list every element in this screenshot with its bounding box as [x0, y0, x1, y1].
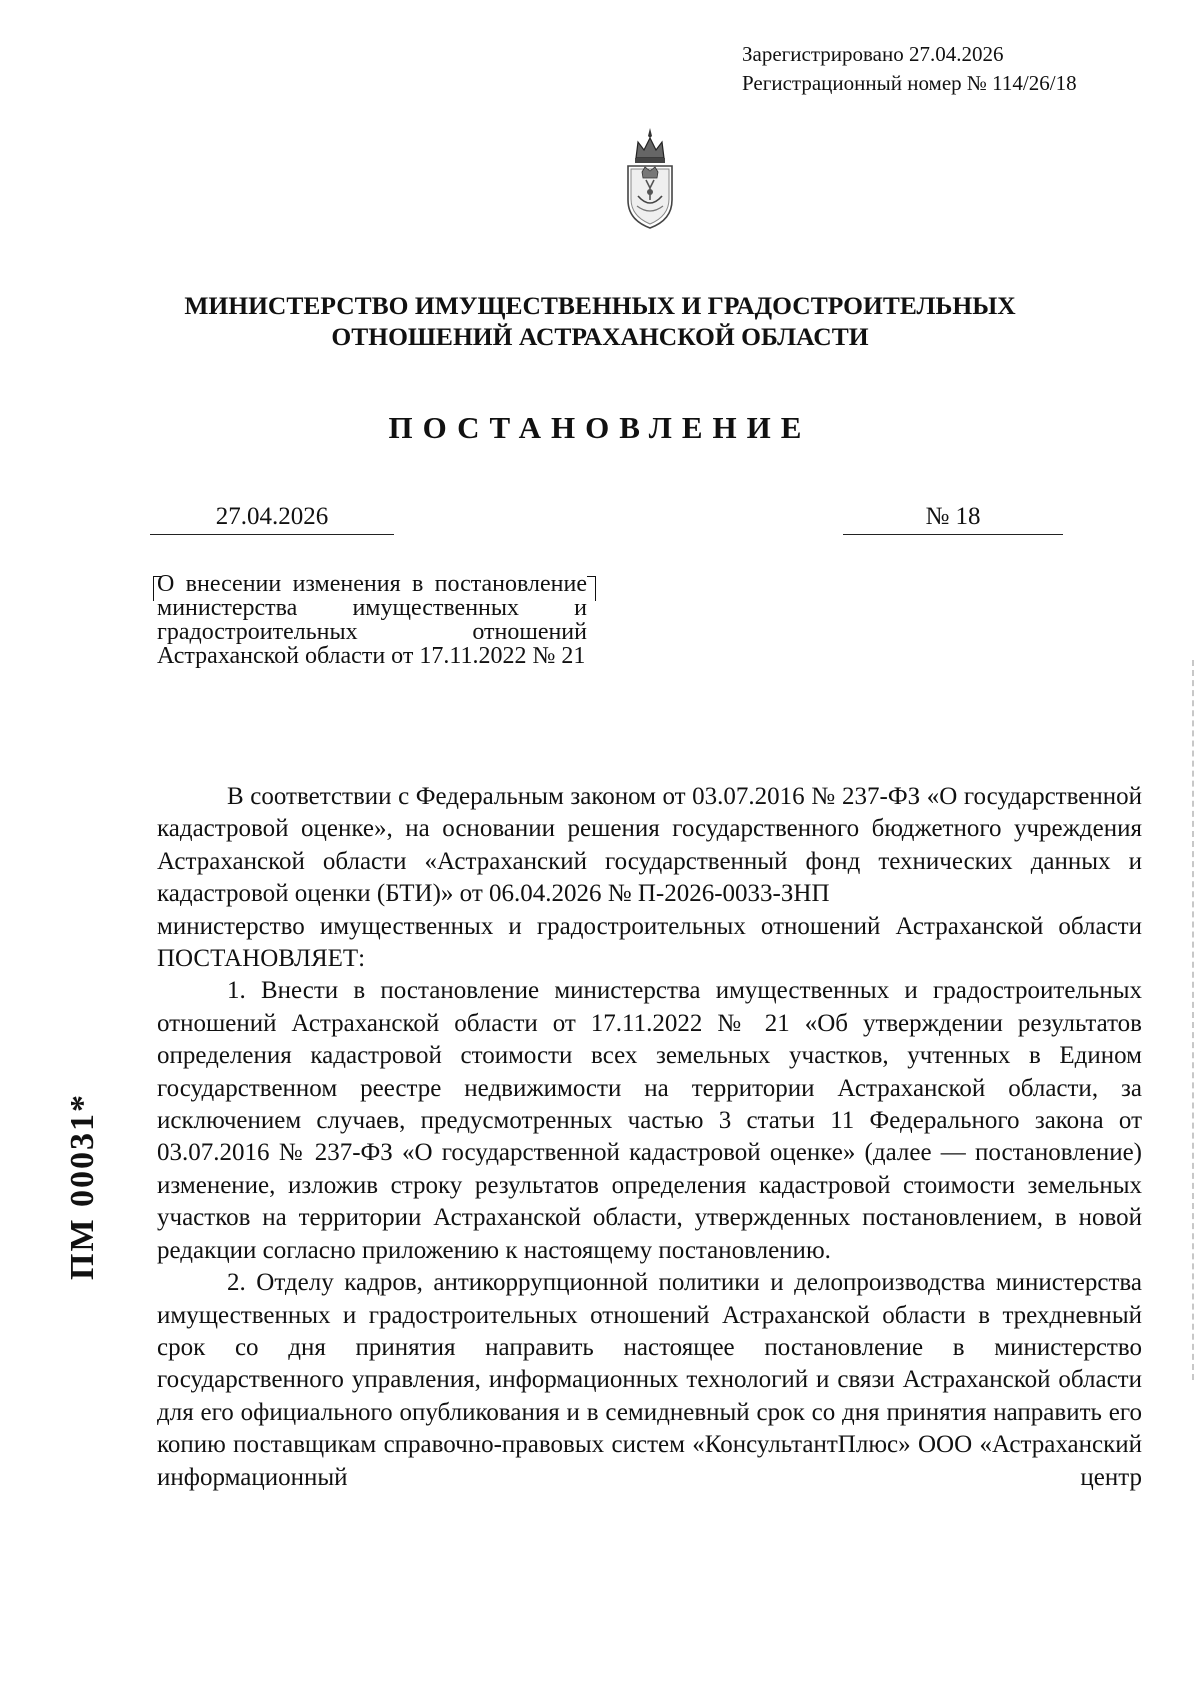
coat-of-arms-icon	[620, 126, 680, 232]
document-body	[157, 781, 1142, 1494]
registration-date: Зарегистрировано 27.04.2026	[742, 42, 1004, 66]
item-1-paragraph: 1. Внести в постановление министерства имущественных и градостроительных отношений Астраханской области от 17.11.2022 № 21 «Об утверждении результатов определения кадастровой стоимости всех земельных участков, учтенных в Едином государственном реестре недвижимости на территории Астраханской области, за исключением случаев, предусмотренных частью 3 статьи 11 Федерального закона от 03.07.2016 № 237-ФЗ «О государственной кадастровой оценке» (далее — постановление) изменение, изложив строку результатов определения кадастровой стоимости земельных участков на территории Астраханской области, утвержденных постановлением, в новой редакции согласно приложению к настоящему постановлению.	[157, 977, 1142, 1264]
document-number: № 18	[843, 500, 1063, 535]
organization-line-1: МИНИСТЕРСТВО ИМУЩЕСТВЕННЫХ И ГРАДОСТРОИТЕЛЬНЫХ	[184, 291, 1016, 320]
preamble-paragraph: В соответствии с Федеральным законом от 03.07.2016 № 237-ФЗ «О государственной кадастровой оценке», на основании решения государственного бюджетного учреждения Астраханской области «Астраханский государственный фонд технических данных и кадастровой оценки (БТИ)» от 06.04.2026 № П-2026-0033-ЗНП	[157, 783, 1142, 908]
organization-name	[0, 290, 1200, 352]
registration-block	[742, 40, 1077, 98]
side-stamp: ПМ 00031*	[64, 1092, 101, 1280]
document-type: ПОСТАНОВЛЕНИЕ	[388, 410, 812, 445]
document-subject: О внесении изменения в постановление министерства имущественных и градостроительных отношений Астраханской области от 17.11.2022 № 21	[157, 571, 587, 669]
scan-edge-divider	[1192, 660, 1197, 1380]
organization-line-2: ОТНОШЕНИЙ АСТРАХАНСКОЙ ОБЛАСТИ	[331, 322, 869, 351]
registration-number: Регистрационный номер № 114/26/18	[742, 71, 1077, 95]
item-2-paragraph: 2. Отделу кадров, антикоррупционной политики и делопроизводства министерства имущественных и градостроительных отношений Астраханской области в трехдневный срок со дня принятия направить настоящее постановление в министерство государственного управления, информационных технологий и связи Астраханской области для его официального опубликования и в семидневный срок со дня принятия направить его копию поставщикам справочно-правовых систем «КонсультантПлюс» ООО «Астраханский информационный центр	[157, 1269, 1142, 1491]
subject-bracket-right	[587, 576, 596, 601]
resolution-paragraph: министерство имущественных и градостроительных отношений Астраханской области ПОСТАНОВЛЯЕТ:	[157, 912, 1142, 973]
document-date: 27.04.2026	[150, 500, 394, 535]
